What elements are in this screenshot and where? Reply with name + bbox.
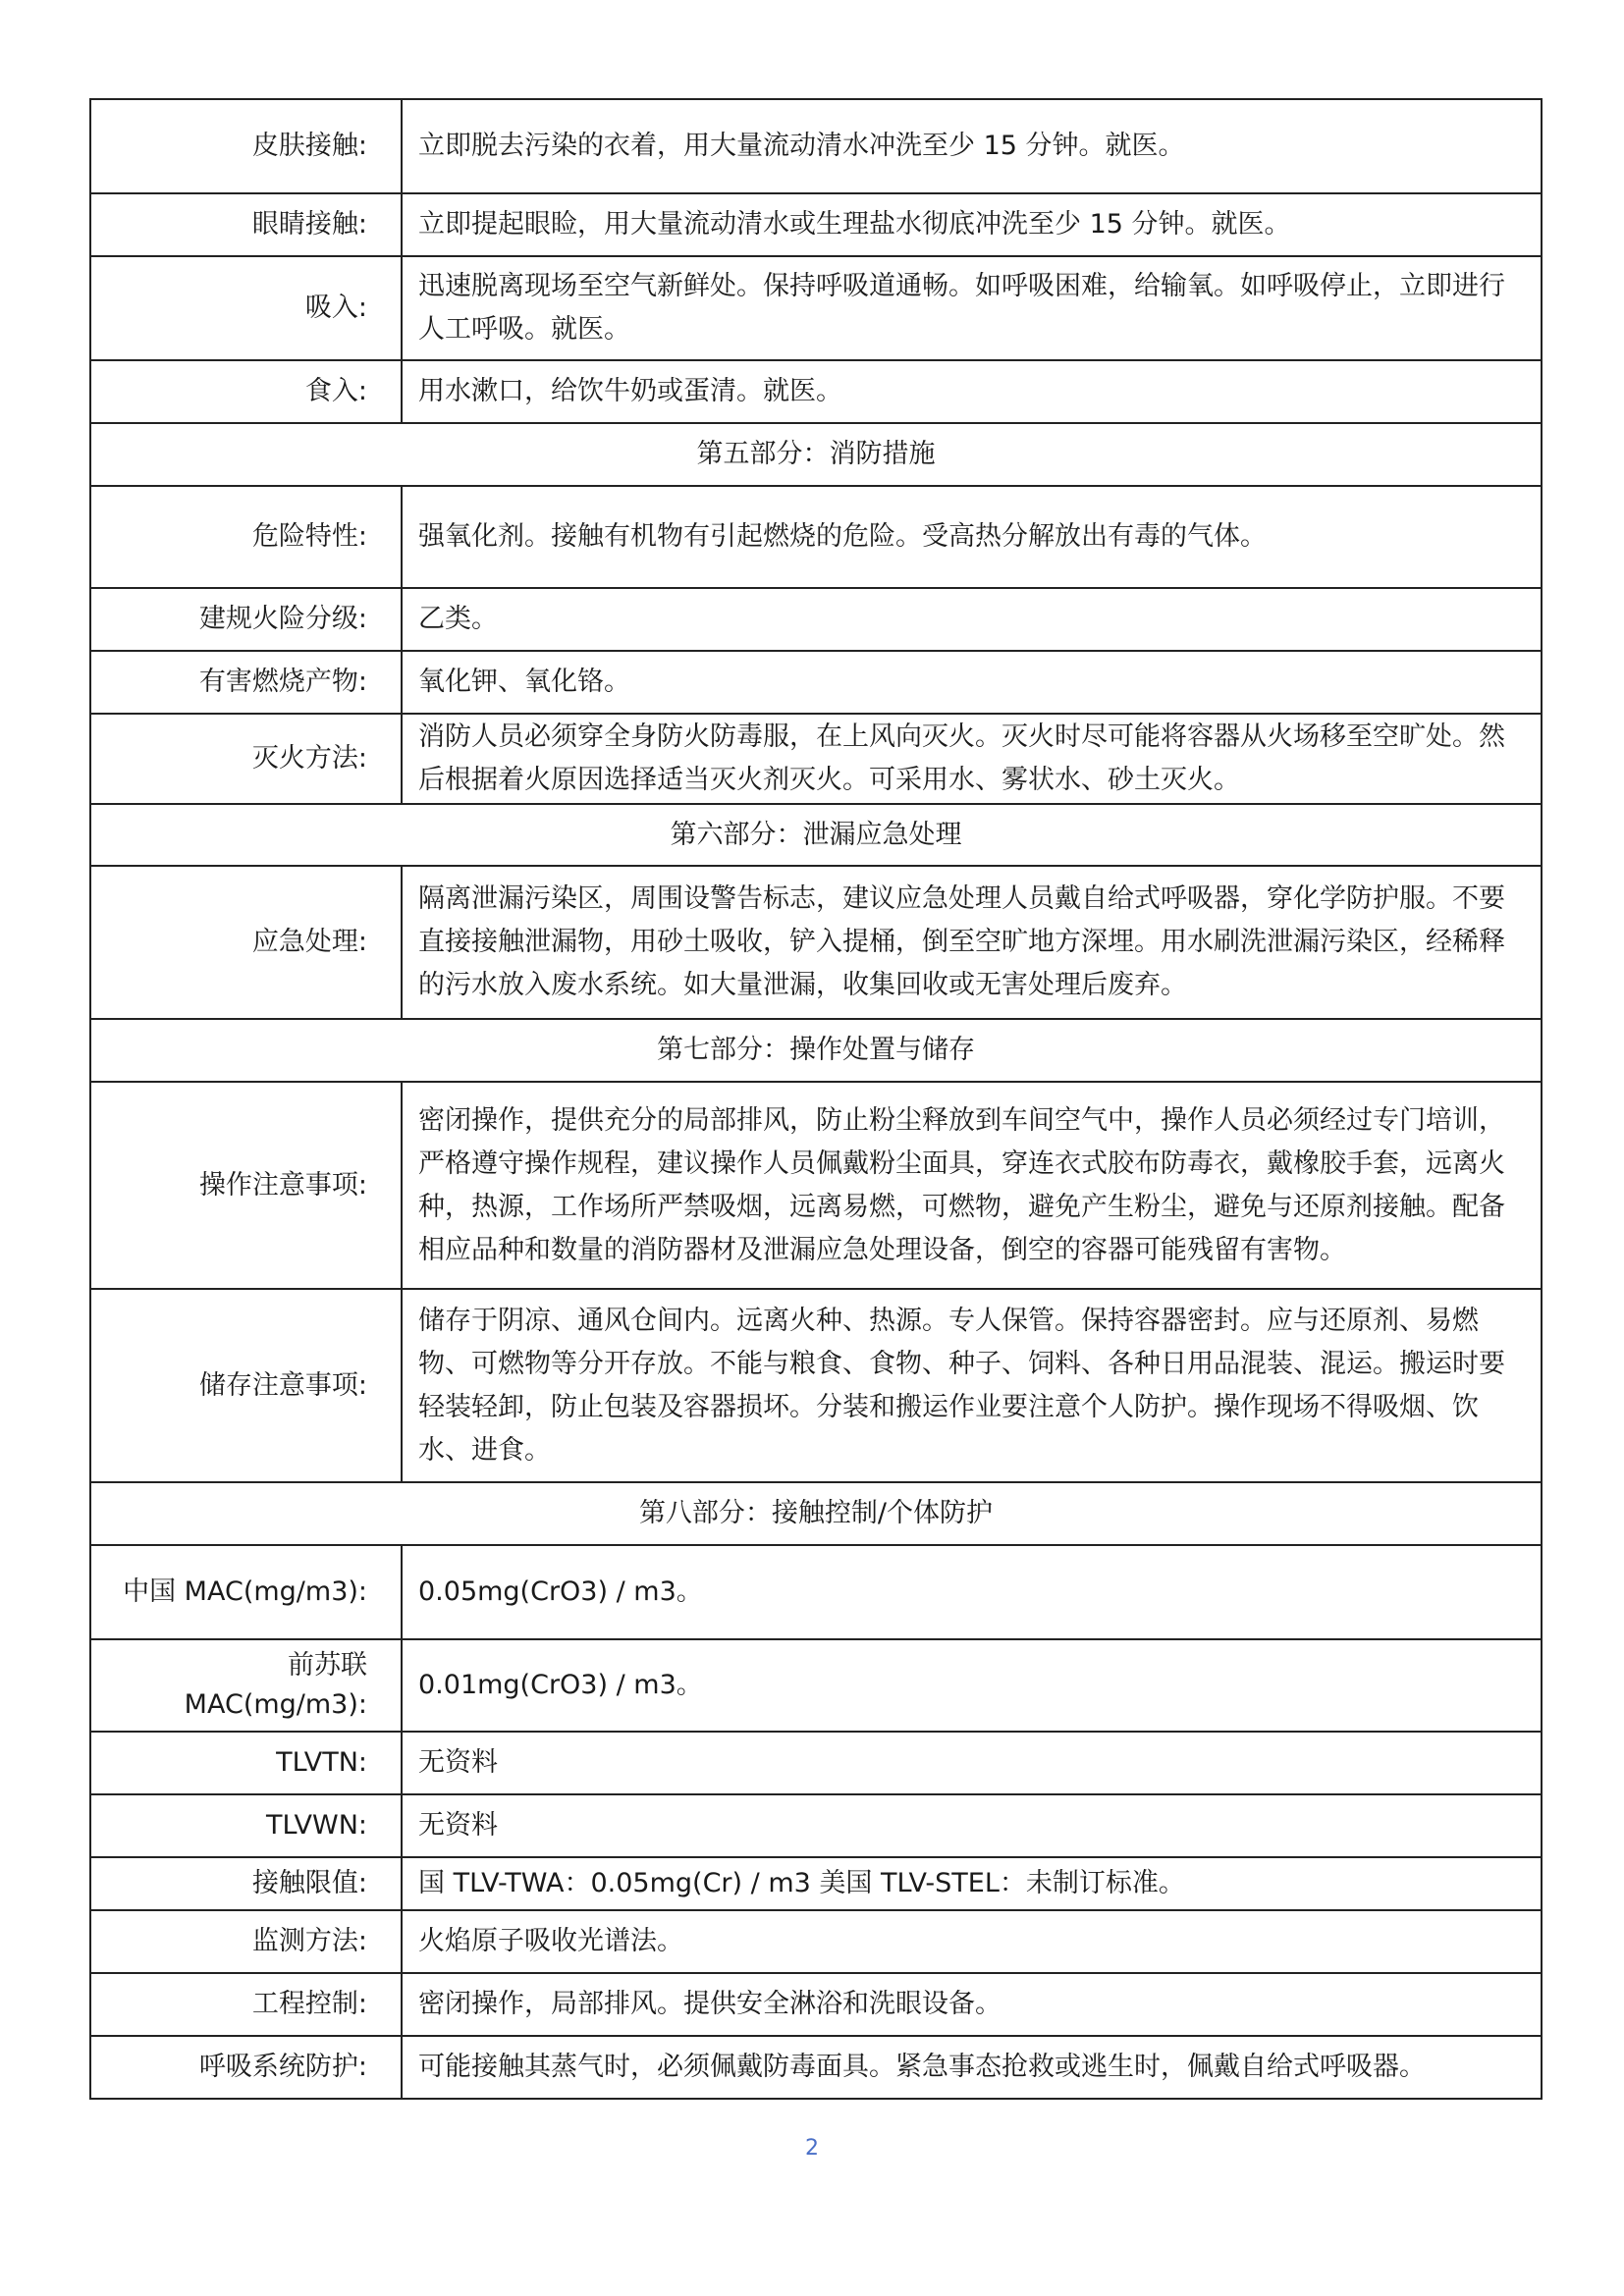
table-row xyxy=(90,2036,1542,2099)
row-label-monitoring-method: 监测方法: xyxy=(90,1910,402,1973)
page-number: 2 xyxy=(805,2136,819,2161)
row-value-inhalation: 迅速脱离现场至空气新鲜处。保持呼吸道通畅。如呼吸困难，给输氧。如呼吸停止，立即进行人工呼吸。就医。 xyxy=(402,256,1542,360)
section-heading-exposure-control: 第八部分：接触控制/个体防护 xyxy=(90,1482,1542,1545)
row-value-respiratory-protection: 可能接触其蒸气时，必须佩戴防毒面具。紧急事态抢救或逃生时，佩戴自给式呼吸器。 xyxy=(402,2036,1542,2099)
row-value-skin-contact: 立即脱去污染的衣着，用大量流动清水冲洗至少 15 分钟。就医。 xyxy=(402,99,1542,193)
table-row xyxy=(90,486,1542,588)
row-label-emergency-handling: 应急处理: xyxy=(90,866,402,1019)
row-label-china-mac: 中国 MAC(mg/m3): xyxy=(90,1545,402,1639)
table-row xyxy=(90,1082,1542,1289)
row-label-respiratory-protection: 呼吸系统防护: xyxy=(90,2036,402,2099)
table-row xyxy=(90,256,1542,360)
row-value-extinguishing-method: 消防人员必须穿全身防火防毒服，在上风向灭火。灭火时尽可能将容器从火场移至空旷处。然后根据着火原因选择适当灭火剂灭火。可采用水、雾状水、砂土灭火。 xyxy=(402,714,1542,804)
row-label-storage-precautions: 储存注意事项: xyxy=(90,1289,402,1482)
row-label-eye-contact: 眼睛接触: xyxy=(90,193,402,256)
row-value-combustion-products: 氧化钾、氧化铬。 xyxy=(402,651,1542,714)
table-row xyxy=(90,1973,1542,2036)
table-row xyxy=(90,99,1542,193)
row-value-china-mac: 0.05mg(CrO3) / m3。 xyxy=(402,1545,1542,1639)
table-row xyxy=(90,1545,1542,1639)
section-row xyxy=(90,804,1542,866)
row-value-fire-class: 乙类。 xyxy=(402,588,1542,651)
table-row xyxy=(90,651,1542,714)
row-label-ussr-mac: 前苏联 MAC(mg/m3): xyxy=(90,1639,402,1732)
section-row xyxy=(90,1482,1542,1545)
row-label-ingestion: 食入: xyxy=(90,360,402,423)
row-value-hazard-properties: 强氧化剂。接触有机物有引起燃烧的危险。受高热分解放出有毒的气体。 xyxy=(402,486,1542,588)
row-label-tlvtn: TLVTN: xyxy=(90,1732,402,1794)
row-value-ingestion: 用水漱口，给饮牛奶或蛋清。就医。 xyxy=(402,360,1542,423)
section-heading-fire-fighting: 第五部分：消防措施 xyxy=(90,423,1542,486)
msds-table xyxy=(89,98,1543,2100)
table-row xyxy=(90,360,1542,423)
table-row xyxy=(90,866,1542,1019)
row-value-tlvtn: 无资料 xyxy=(402,1732,1542,1794)
row-label-hazard-properties: 危险特性: xyxy=(90,486,402,588)
section-row xyxy=(90,1019,1542,1082)
table-row xyxy=(90,588,1542,651)
section-row xyxy=(90,423,1542,486)
row-value-ussr-mac: 0.01mg(CrO3) / m3。 xyxy=(402,1639,1542,1732)
table-row xyxy=(90,1289,1542,1482)
row-label-engineering-control: 工程控制: xyxy=(90,1973,402,2036)
table-row xyxy=(90,1910,1542,1973)
table-row xyxy=(90,1857,1542,1910)
section-heading-spill-response: 第六部分：泄漏应急处理 xyxy=(90,804,1542,866)
row-value-storage-precautions: 储存于阴凉、通风仓间内。远离火种、热源。专人保管。保持容器密封。应与还原剂、易燃物、可燃物等分开存放。不能与粮食、食物、种子、饲料、各种日用品混装、混运。搬运时要轻装轻卸，防止包装及容器损坏。分装和搬运作业要注意个人防护。操作现场不得吸烟、饮水、进食。 xyxy=(402,1289,1542,1482)
row-label-extinguishing-method: 灭火方法: xyxy=(90,714,402,804)
table-row xyxy=(90,1732,1542,1794)
row-value-emergency-handling: 隔离泄漏污染区，周围设警告标志，建议应急处理人员戴自给式呼吸器，穿化学防护服。不要直接接触泄漏物，用砂土吸收，铲入提桶，倒至空旷地方深埋。用水刷洗泄漏污染区，经稀释的污水放入废水系统。如大量泄漏，收集回收或无害处理后废弃。 xyxy=(402,866,1542,1019)
section-heading-handling-storage: 第七部分：操作处置与储存 xyxy=(90,1019,1542,1082)
row-label-handling-precautions: 操作注意事项: xyxy=(90,1082,402,1289)
row-value-eye-contact: 立即提起眼睑，用大量流动清水或生理盐水彻底冲洗至少 15 分钟。就医。 xyxy=(402,193,1542,256)
row-label-inhalation: 吸入: xyxy=(90,256,402,360)
row-label-fire-class: 建规火险分级: xyxy=(90,588,402,651)
row-label-tlvwn: TLVWN: xyxy=(90,1794,402,1857)
row-value-tlvwn: 无资料 xyxy=(402,1794,1542,1857)
table-row xyxy=(90,1639,1542,1732)
row-value-engineering-control: 密闭操作，局部排风。提供安全淋浴和洗眼设备。 xyxy=(402,1973,1542,2036)
row-value-monitoring-method: 火焰原子吸收光谱法。 xyxy=(402,1910,1542,1973)
row-value-handling-precautions: 密闭操作，提供充分的局部排风，防止粉尘释放到车间空气中，操作人员必须经过专门培训，严格遵守操作规程，建议操作人员佩戴粉尘面具，穿连衣式胶布防毒衣，戴橡胶手套，远离火种，热源，工作场所严禁吸烟，远离易燃，可燃物，避免产生粉尘，避免与还原剂接触。配备相应品种和数量的消防器材及泄漏应急处理设备，倒空的容器可能残留有害物。 xyxy=(402,1082,1542,1289)
row-label-combustion-products: 有害燃烧产物: xyxy=(90,651,402,714)
row-label-skin-contact: 皮肤接触: xyxy=(90,99,402,193)
row-value-exposure-limits: 国 TLV-TWA：0.05mg(Cr) / m3 美国 TLV-STEL：未制订标准。 xyxy=(402,1857,1542,1910)
row-label-exposure-limits: 接触限值: xyxy=(90,1857,402,1910)
table-row xyxy=(90,1794,1542,1857)
table-row xyxy=(90,714,1542,804)
table-row xyxy=(90,193,1542,256)
